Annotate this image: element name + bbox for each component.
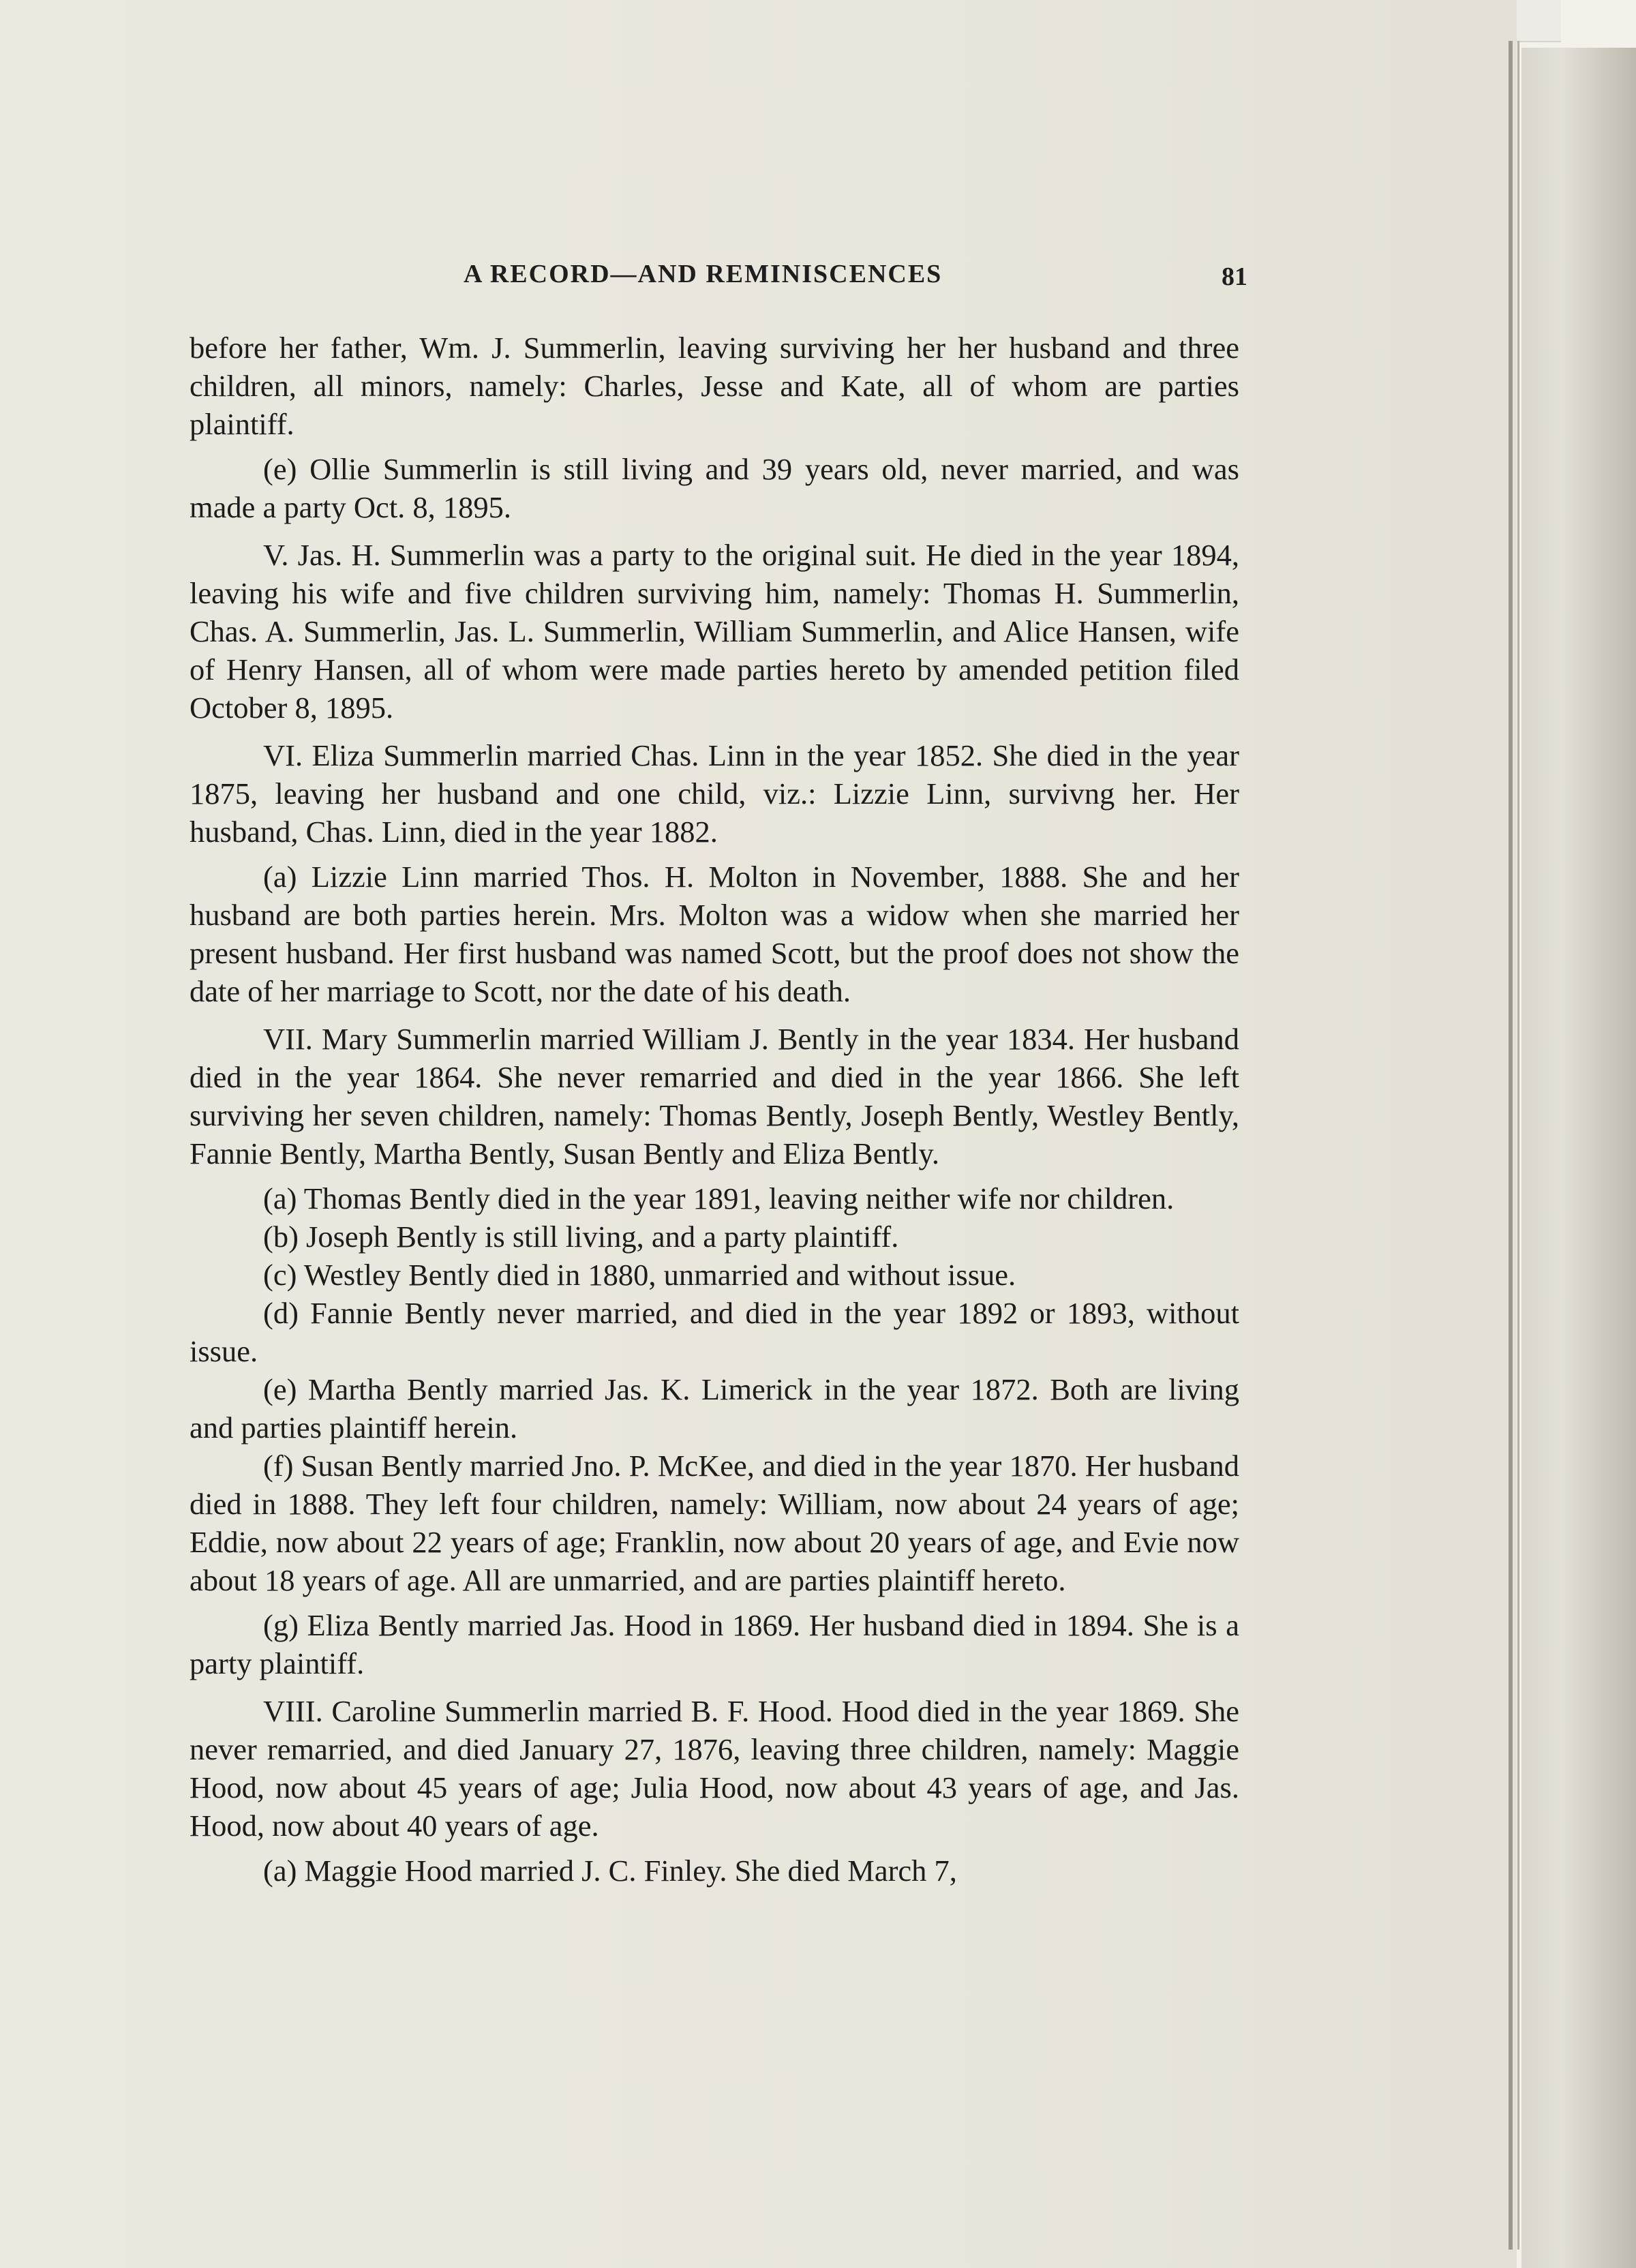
paragraph: (c) Westley Bently died in 1880, unmarried and without issue. xyxy=(263,1258,1016,1292)
paragraph: (e) Ollie Summerlin is still living and 39 years old, never married, and was made a party Oct. 8, 1895. xyxy=(190,452,1239,524)
paragraph: (a) Thomas Bently died in the year 1891, leaving neither wife nor children. xyxy=(263,1181,1175,1215)
paragraph: (b) Joseph Bently is still living, and a party plaintiff. xyxy=(263,1220,899,1254)
paragraph: VII. Mary Summerlin married William J. Bently in the year 1834. Her husband died in the year 1864. She never remarried and died in the year 1866. She left surviving her seven children, namely: Thomas Bently, Joseph Bently, Westley Bently, Fannie Bently, Martha Bently, Susan Bently and Eliza Bently. xyxy=(190,1022,1239,1170)
paragraph: (f) Susan Bently married Jno. P. McKee, and died in the year 1870. Her husband died in 1888. They left four children, namely: William, now about 24 years of age; Eddie, now about 22 years of age; Franklin, now about 20 years of age, and Evie now about 18 years of age. All are unmarried, and are parties plaintiff hereto. xyxy=(190,1449,1239,1597)
paragraph: V. Jas. H. Summerlin was a party to the original suit. He died in the year 1894, leaving his wife and five children surviving him, namely: Thomas H. Summerlin, Chas. A. Summerlin, Jas. L. Summerlin, William Summerlin, and Alice Hansen, wife of Henry Hansen, all of whom were made parties hereto by amended petition filed October 8, 1895. xyxy=(190,538,1239,725)
paragraph: before her father, Wm. J. Summerlin, leaving surviving her her husband and three children, all minors, namely: Charles, Jesse and Kate, all of whom are parties plaintiff. xyxy=(190,331,1239,441)
page-header xyxy=(191,259,1247,307)
page-edge-line-secondary xyxy=(1517,41,1519,2250)
paragraph: (a) Lizzie Linn married Thos. H. Molton in November, 1888. She and her husband are both parties herein. Mrs. Molton was a widow when she married her present husband. Her first husband was named Scott, but the proof does not show the date of her marriage to Scott, nor the date of his death. xyxy=(190,860,1239,1008)
body-text xyxy=(190,329,1239,1890)
adjacent-page-edge xyxy=(1521,48,1636,2268)
paragraph: VIII. Caroline Summerlin married B. F. Hood. Hood died in the year 1869. She never remarried, and died January 27, 1876, leaving three children, namely: Maggie Hood, now about 45 years of age; Julia Hood, now about 43 years of age, and Jas. Hood, now about 40 years of age. xyxy=(190,1694,1239,1843)
paragraph: VI. Eliza Summerlin married Chas. Linn in the year 1852. She died in the year 1875, leaving her husband and one child, viz.: Lizzie Linn, survivng her. Her husband, Chas. Linn, died in the year 1882. xyxy=(190,738,1239,849)
running-head: A RECORD—AND REMINISCENCES xyxy=(464,260,943,288)
paragraph: (e) Martha Bently married Jas. K. Limerick in the year 1872. Both are living and parties plaintiff herein. xyxy=(190,1372,1239,1445)
paragraph: (g) Eliza Bently married Jas. Hood in 1869. Her husband died in 1894. She is a party plaintiff. xyxy=(190,1608,1239,1680)
paragraph: (d) Fannie Bently never married, and died in the year 1892 or 1893, without issue. xyxy=(190,1296,1239,1368)
page-edge-line xyxy=(1509,41,1513,2250)
paragraph: (a) Maggie Hood married J. C. Finley. She died March 7, xyxy=(263,1854,957,1888)
page-number: 81 xyxy=(1222,262,1247,291)
